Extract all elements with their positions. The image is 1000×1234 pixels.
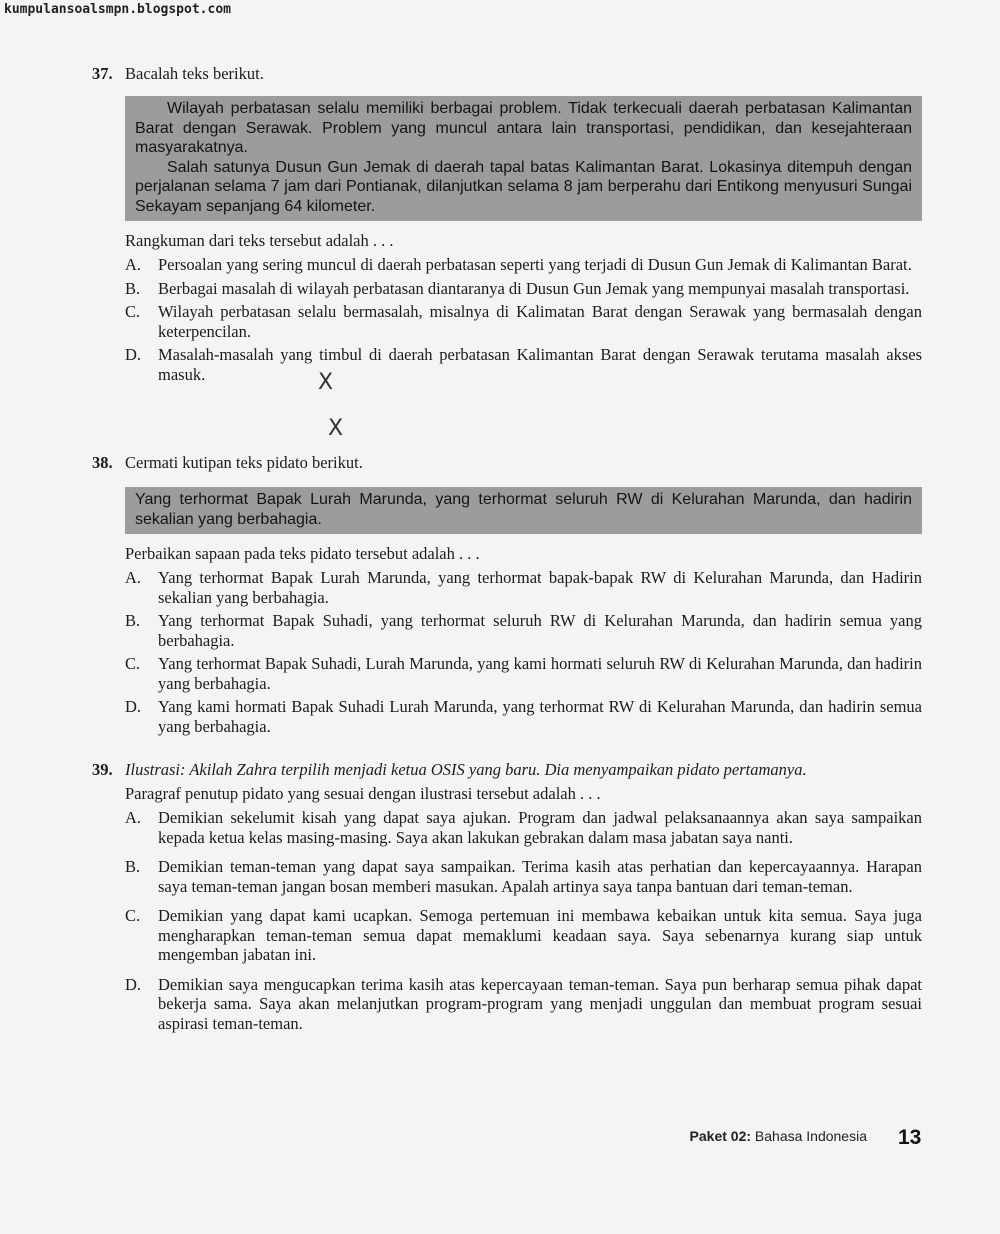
passage-paragraph: Yang terhormat Bapak Lurah Marunda, yang terhormat seluruh RW di Kelurahan Marunda, dan hadirin sekalian yang berbahagia. <box>135 491 912 528</box>
option-letter: A. <box>125 255 142 274</box>
option-text: Masalah-masalah yang timbul di daerah perbatasan Kalimantan Barat dengan Serawak terutama masalah akses masuk. <box>158 345 922 384</box>
question-prompt: Rangkuman dari teks tersebut adalah . . . <box>125 231 394 250</box>
speech-excerpt <box>125 487 922 534</box>
option-text: Demikian sekelumit kisah yang dapat saya ajukan. Program dan jadwal pelaksanaannya akan saya sampaikan kepada ketua kelas masing-masing. Saya akan lakukan gebrakan dalam masa jabatan saya nanti. <box>158 808 922 847</box>
option-letter: C. <box>125 302 141 321</box>
answer-option[interactable] <box>125 279 922 299</box>
option-letter: A. <box>125 568 142 587</box>
answer-option[interactable] <box>125 255 922 275</box>
answer-option[interactable] <box>125 302 922 341</box>
option-text: Demikian saya mengucapkan terima kasih atas kepercayaan teman-teman. Saya pun berharap semua pihak dapat bekerja sama. Saya akan melanjutkan program-program yang menjadi unggulan dan membuat program sesuai aspirasi teman-teman. <box>158 974 922 1033</box>
answer-option[interactable] <box>125 568 922 607</box>
handwritten-cross-mark: X <box>328 416 344 441</box>
footer-subject: Bahasa Indonesia <box>751 1128 867 1144</box>
option-text: Wilayah perbatasan selalu bermasalah, misalnya di Kalimatan Barat dengan Serawak yang bermasalah dengan keterpencilan. <box>158 302 922 341</box>
page-footer-label <box>690 1128 867 1144</box>
question-illustration: Ilustrasi: Akilah Zahra terpilih menjadi ketua OSIS yang baru. Dia menyampaikan pidato pertamanya. <box>125 760 807 779</box>
option-text: Persoalan yang sering muncul di daerah perbatasan seperti yang terjadi di Dusun Gun Jemak di Kalimantan Barat. <box>158 255 912 274</box>
question-instruction: Cermati kutipan teks pidato berikut. <box>125 453 363 472</box>
passage-paragraph: Wilayah perbatasan selalu memiliki berbagai problem. Tidak terkecuali daerah perbatasan Kalimantan Barat dengan Serawak. Problem yang muncul antara lain transportasi, pendidikan, dan kesejahteraan masyarakatnya. <box>135 100 912 156</box>
question-prompt: Paragraf penutup pidato yang sesuai dengan ilustrasi tersebut adalah . . . <box>125 784 601 803</box>
footer-package: Paket 02: <box>689 1128 752 1144</box>
watermark-url: kumpulansoalsmpn.blogspot.com <box>4 2 231 17</box>
reading-passage <box>125 96 922 221</box>
option-letter: C. <box>125 906 141 925</box>
page-number: 13 <box>898 1126 922 1149</box>
question-number: 37. <box>92 64 113 83</box>
option-text: Yang terhormat Bapak Lurah Marunda, yang terhormat bapak-bapak RW di Kelurahan Marunda, dan Hadirin sekalian yang berbahagia. <box>158 568 922 607</box>
option-letter: A. <box>125 808 142 827</box>
answer-option[interactable] <box>125 611 922 650</box>
question-38 <box>92 453 922 736</box>
question-instruction: Bacalah teks berikut. <box>125 64 264 83</box>
option-letter: B. <box>125 278 141 298</box>
option-letter: D. <box>125 697 142 716</box>
passage-paragraph: Salah satunya Dusun Gun Jemak di daerah tapal batas Kalimantan Barat. Lokasinya ditempuh dengan perjalanan selama 7 jam dari Pontianak, dilanjutkan selama 8 jam berperahu dari Entikong menyusuri Sungai Sekayam sepanjang 64 kilometer. <box>135 158 912 215</box>
option-text: Yang terhormat Bapak Suhadi, Lurah Marunda, yang kami hormati seluruh RW di Kelurahan Marunda, dan hadirin yang berbahagia. <box>158 654 922 693</box>
option-text: Yang terhormat Bapak Suhadi, yang terhormat seluruh RW di Kelurahan Marunda, dan hadirin semua yang berbahagia. <box>158 611 922 650</box>
option-letter: D. <box>125 345 142 364</box>
option-letter: C. <box>125 654 141 673</box>
answer-option[interactable] <box>125 808 922 847</box>
answer-option[interactable] <box>125 345 922 384</box>
answer-option[interactable] <box>125 697 922 736</box>
question-37 <box>92 64 922 384</box>
option-letter: D. <box>125 974 142 994</box>
question-prompt: Perbaikan sapaan pada teks pidato tersebut adalah . . . <box>125 544 480 563</box>
option-text: Berbagai masalah di wilayah perbatasan diantaranya di Dusun Gun Jemak yang mempunyai masalah transportasi. <box>158 278 910 298</box>
question-number: 39. <box>92 760 113 779</box>
answer-option[interactable] <box>125 654 922 693</box>
answer-option[interactable] <box>125 906 922 965</box>
question-39 <box>92 760 922 1033</box>
option-text: Yang kami hormati Bapak Suhadi Lurah Marunda, yang terhormat RW di Kelurahan Marunda, dan hadirin semua yang berbahagia. <box>158 697 922 736</box>
option-letter: B. <box>125 857 141 876</box>
question-number: 38. <box>92 453 113 472</box>
option-letter: B. <box>125 611 141 630</box>
handwritten-cross-mark: X <box>318 370 334 395</box>
answer-option[interactable] <box>125 975 922 1034</box>
option-text: Demikian yang dapat kami ucapkan. Semoga pertemuan ini membawa kebaikan untuk kita semua. Saya juga mengharapkan teman-teman semua dapat memaklumi keadaan saya. Saya sebenarnya kurang siap untuk mengemban jabatan ini. <box>158 906 922 964</box>
option-text: Demikian teman-teman yang dapat saya sampaikan. Terima kasih atas perhatian dan kepercayaannya. Harapan saya teman-teman jangan bosan memberi masukan. Apalah artinya saya tanpa bantuan dari teman-teman. <box>158 857 922 896</box>
answer-option[interactable] <box>125 857 922 896</box>
